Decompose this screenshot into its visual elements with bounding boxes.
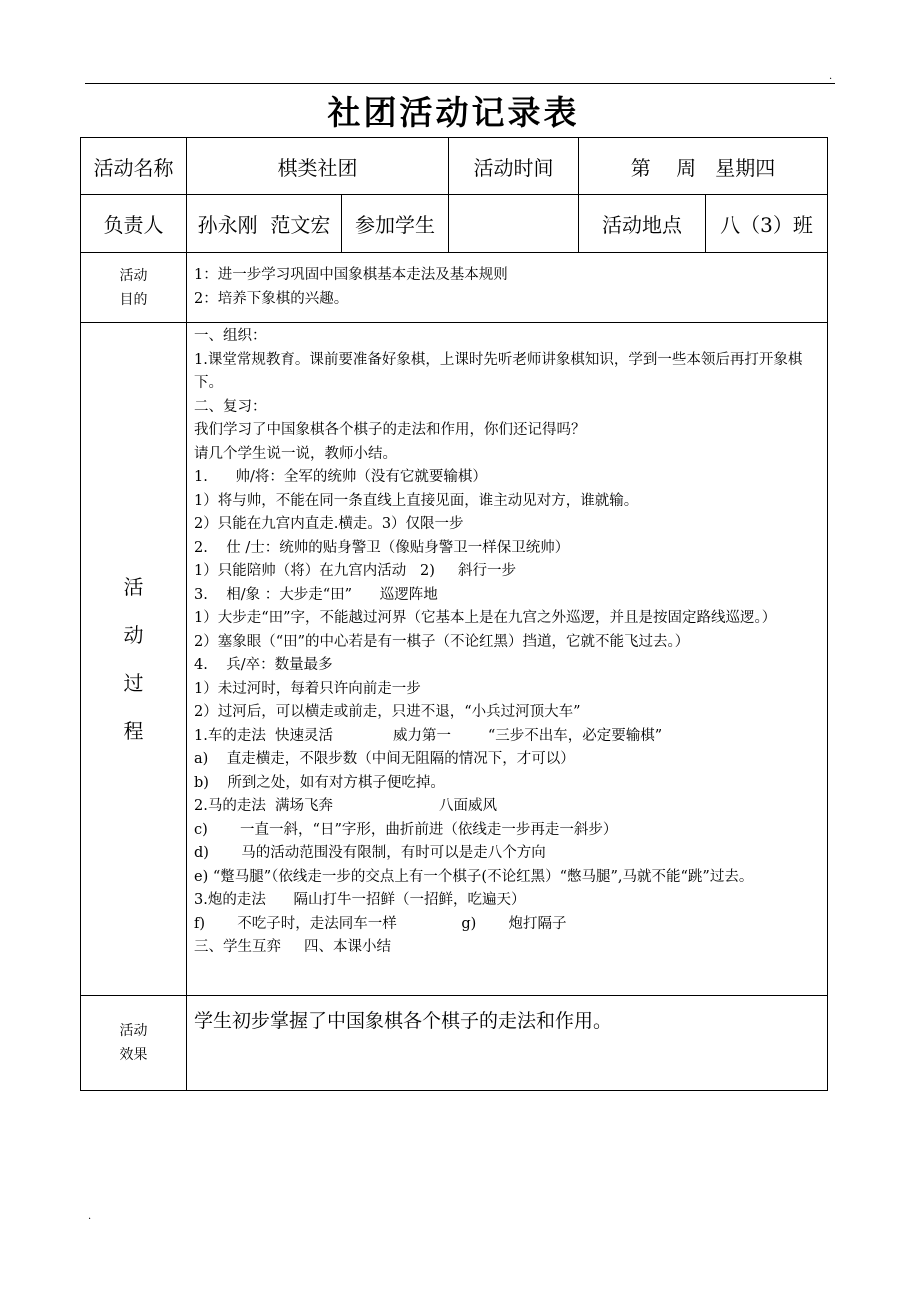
purpose-label-line1: 活动 <box>119 267 148 284</box>
top-rule <box>85 83 835 84</box>
process-line: e) “蹩马腿”（依线走一步的交点上有一个棋子(不论红黑）“憋马腿”,马就不能“跳”过去。 <box>194 868 754 885</box>
purpose-content <box>187 253 828 323</box>
process-content <box>187 323 828 996</box>
top-right-mark: . <box>829 71 833 82</box>
bottom-left-mark: . <box>88 1211 92 1222</box>
process-line: 2.马的走法 满场飞奔 八面威风 <box>194 798 498 814</box>
process-line: c) 一直一斜，“日”字形，曲折前进（依线走一步再走一斜步） <box>194 821 618 838</box>
process-line: 3.炮的走法 隔山打牛一招鲜（一招鲜，吃遍天） <box>194 892 526 908</box>
effect-content: 学生初步掌握了中国象棋各个棋子的走法和作用。 <box>187 996 828 1091</box>
purpose-line: 1：进一步学习巩固中国象棋基本走法及基本规则 <box>194 267 508 283</box>
place-label: 活动地点 <box>579 195 706 253</box>
students-value <box>449 195 579 253</box>
process-label-char: 程 <box>123 719 144 743</box>
process-line: 4. 兵/卒：数量最多 <box>194 657 333 673</box>
activity-time-label: 活动时间 <box>449 138 579 195</box>
students-label: 参加学生 <box>342 195 449 253</box>
process-line: 2. 仕 /士：统帅的贴身警卫（像贴身警卫一样保卫统帅） <box>194 539 570 556</box>
activity-name-value: 棋类社团 <box>187 138 449 195</box>
leader-label: 负责人 <box>81 195 187 253</box>
activity-record-table <box>80 137 828 1091</box>
process-line: 我们学习了中国象棋各个棋子的走法和作用，你们还记得吗？ <box>194 422 586 438</box>
process-line: 1）将与帅，不能在同一条直线上直接见面，谁主动见对方，谁就输。 <box>194 492 639 509</box>
row-purpose <box>81 253 828 323</box>
process-label-char: 动 <box>123 623 144 647</box>
page-title: 社团活动记录表 <box>327 93 580 132</box>
row-people-place <box>81 195 828 253</box>
leader-value: 孙永刚 范文宏 <box>187 195 342 253</box>
process-line: 三、学生互弈 四、本课小结 <box>194 939 392 955</box>
purpose-label-line2: 目的 <box>119 291 148 308</box>
process-line: 1）未过河时，每着只许向前走一步 <box>194 680 421 697</box>
process-line: d) 马的活动范围没有限制，有时可以是走八个方向 <box>194 845 546 861</box>
process-label-char: 活 <box>123 575 144 599</box>
process-line: 1）大步走“田”字，不能越过河界（它基本上是在九宫之外巡逻，并且是按固定路线巡逻。） <box>194 610 777 626</box>
place-value: 八（3）班 <box>706 195 828 253</box>
activity-time-value: 第 周 星期四 <box>579 138 828 195</box>
effect-label <box>81 996 187 1091</box>
process-line: 3. 相/象 ：大步走“田” 巡逻阵地 <box>194 586 438 603</box>
process-label-char: 过 <box>123 671 144 695</box>
process-label <box>81 323 187 996</box>
process-line: 2）塞象眼（“田”的中心若是有一棋子（不论红黑）挡道，它就不能飞过去。） <box>194 633 690 650</box>
process-line: 1.车的走法 快速灵活 威力第一 “三步不出车，必定要输棋” <box>194 727 663 744</box>
process-line: 二、复习： <box>194 398 267 415</box>
process-line: 1.课堂常规教育。课前要准备好象棋，上课时先听老师讲象棋知识，学到一些本领后再打开象棋下。 <box>194 351 803 391</box>
effect-label-line1: 活动 <box>119 1023 148 1039</box>
row-activity-info <box>81 138 828 195</box>
activity-name-label: 活动名称 <box>81 138 187 195</box>
process-line: 2）只能在九宫内直走.横走。3）仅限一步 <box>194 516 464 532</box>
process-line: 1）只能陪帅（将）在九宫内活动 2) 斜行一步 <box>194 563 516 579</box>
process-line: 2）过河后，可以横走或前走，只进不退，“小兵过河顶大车” <box>194 704 581 720</box>
row-process <box>81 323 828 996</box>
process-line: 一、组织： <box>194 328 267 344</box>
process-line: b) 所到之处，如有对方棋子便吃掉。 <box>194 774 445 791</box>
process-line: a) 直走横走，不限步数（中间无阻隔的情况下，才可以） <box>194 751 575 767</box>
process-line: 1. 帅/将：全军的统帅（没有它就要输棋） <box>194 469 487 485</box>
process-line: f) 不吃子时，走法同车一样 g) 炮打隔子 <box>194 915 567 932</box>
effect-label-line2: 效果 <box>119 1047 148 1063</box>
purpose-label <box>81 253 187 323</box>
purpose-line: 2：培养下象棋的兴趣。 <box>194 290 349 307</box>
process-line: 请几个学生说一说，教师小结。 <box>194 445 397 462</box>
row-effect <box>81 996 828 1091</box>
